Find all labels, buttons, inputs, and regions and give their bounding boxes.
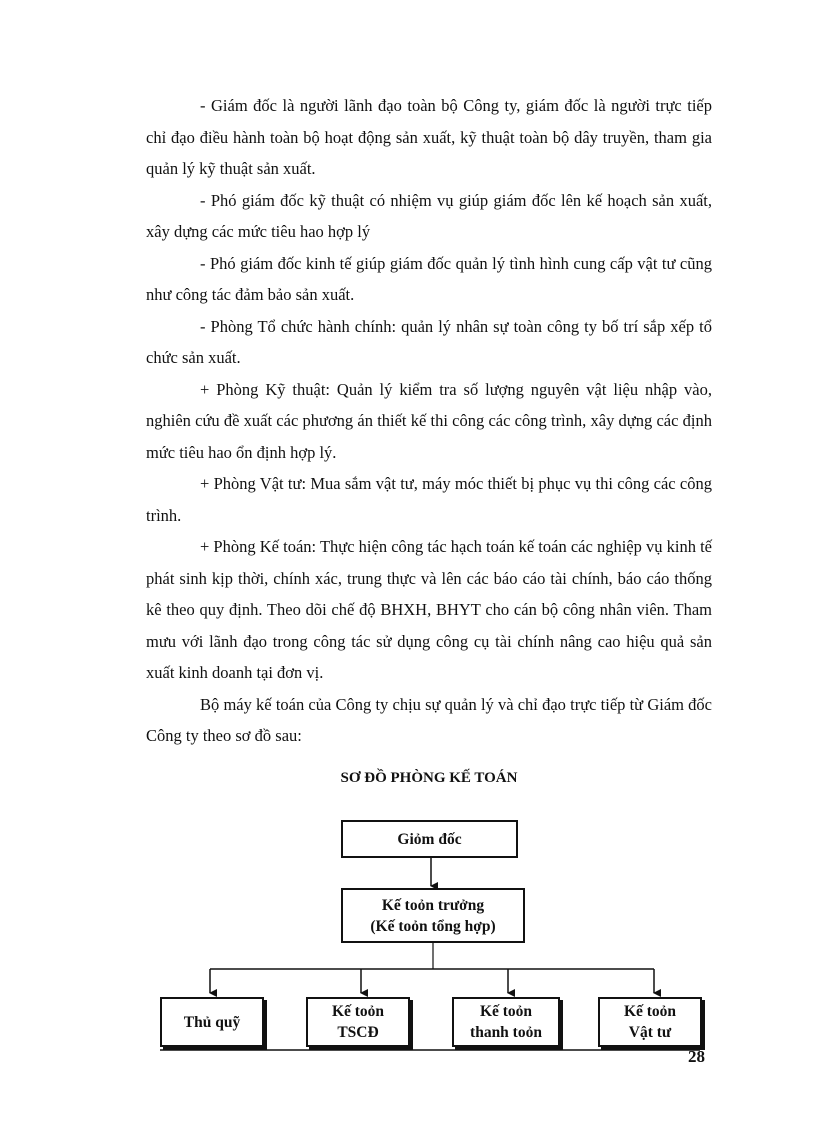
paragraph-deputy-economic: - Phó giám đốc kinh tế giúp giám đốc quản lý tình hình cung cấp vật tư cũng như công tác đảm bảo sản xuất. bbox=[146, 253, 712, 304]
paragraph-director: - Giám đốc là người lãnh đạo toàn bộ Công ty, giám đốc là người trực tiếp chỉ đạo điều hành toàn bộ hoạt động sản xuất, kỹ thuật toàn bộ dây truyền, tham gia quản lý kỹ thuật sản xuất. bbox=[146, 96, 712, 178]
box-chief-accountant: Kế toỏn trưởng (Kế toỏn tổng hợp) bbox=[341, 888, 525, 943]
box-supplies-accountant: Kế toỏn Vật tư bbox=[598, 997, 702, 1047]
box-fixed-assets-accountant: Kế toỏn TSCĐ bbox=[306, 997, 410, 1047]
paragraph-accounting-dept: + Phòng Kế toán: Thực hiện công tác hạch toán kế toán các nghiệp vụ kinh tế phát sinh kịp thời, chính xác, trung thực và lên các báo cáo tài chính, báo cáo thống kê theo quy định. Theo dõi chế độ BHXH, BHYT cho cán bộ công nhân viên. Tham mưu với lãnh đạo trong công tác sử dụng công cụ tài chính nâng cao hiệu quả sản xuất kinh doanh tại đơn vị. bbox=[146, 537, 712, 682]
paragraph-admin-dept: - Phòng Tổ chức hành chính: quản lý nhân sự toàn công ty bố trí sắp xếp tổ chức sản xuất. bbox=[146, 316, 712, 367]
paragraph-technical-dept: + Phòng Kỹ thuật: Quản lý kiểm tra số lượng nguyên vật liệu nhập vào, nghiên cứu đề xuất các phương án thiết kế thi công các công trình, xây dựng các định mức tiêu hao ổn định hợp lý. bbox=[146, 379, 712, 462]
box-treasurer: Thủ quỹ bbox=[160, 997, 264, 1047]
box-director: Giỏm đốc bbox=[341, 820, 518, 858]
paragraph-intro-diagram: Bộ máy kế toán của Công ty chịu sự quản lý và chỉ đạo trực tiếp từ Giám đốc Công ty theo sơ đồ sau: bbox=[146, 694, 712, 745]
paragraph-deputy-technical: - Phó giám đốc kỹ thuật có nhiệm vụ giúp giám đốc lên kế hoạch sản xuất, xây dựng các mức tiêu hao hợp lý bbox=[146, 190, 712, 241]
diagram-title: SƠ ĐỒ PHÒNG KẾ TOÁN bbox=[340, 770, 518, 786]
box-payments-accountant: Kế toỏn thanh toỏn bbox=[452, 997, 560, 1047]
page-number: 28 bbox=[688, 1047, 705, 1066]
paragraph-supplies-dept: + Phòng Vật tư: Mua sắm vật tư, máy móc thiết bị phục vụ thi công các công trình. bbox=[146, 474, 712, 525]
